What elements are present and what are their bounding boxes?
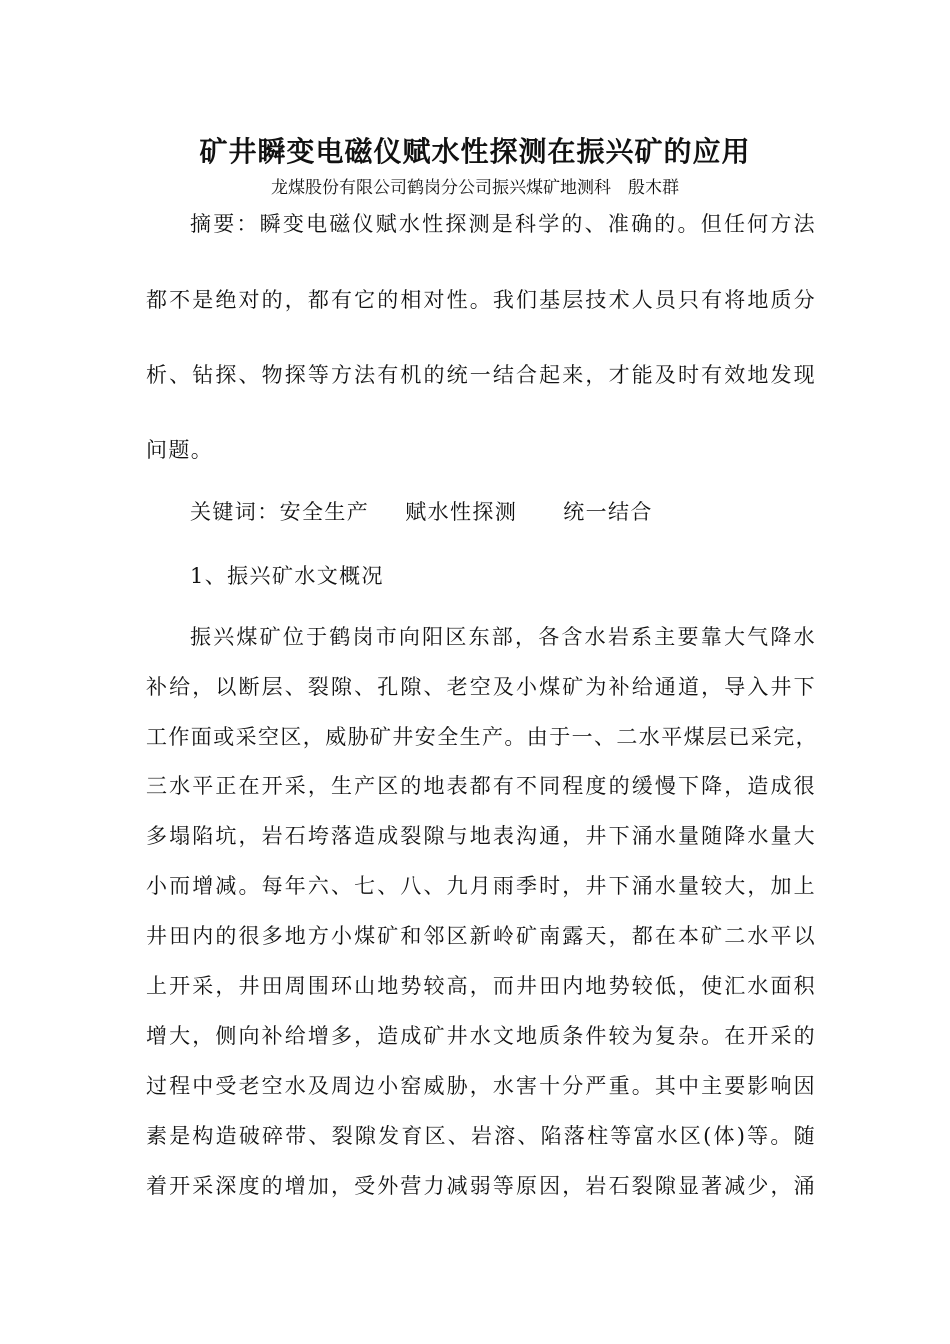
body-line: 上开采，井田周围环山地势较高，而井田内地势较低，使汇水面积 bbox=[146, 974, 816, 998]
body-line: 井田内的很多地方小煤矿和邻区新岭矿南露天，都在本矿二水平以 bbox=[146, 924, 816, 948]
body-line: 补给，以断层、裂隙、孔隙、老空及小煤矿为补给通道，导入井下 bbox=[146, 675, 816, 699]
body-line: 着开采深度的增加，受外营力减弱等原因，岩石裂隙显著减少，涌 bbox=[146, 1174, 816, 1198]
body-line: 振兴煤矿位于鹤岗市向阳区东部，各含水岩系主要靠大气降水 bbox=[190, 625, 816, 649]
keyword: 统一结合 bbox=[563, 500, 653, 524]
body-line: 三水平正在开采，生产区的地表都有不同程度的缓慢下降，造成很 bbox=[146, 774, 816, 798]
abstract-line: 摘要：瞬变电磁仪赋水性探测是科学的、准确的。但任何方法 bbox=[190, 212, 816, 236]
keywords-label: 关键词： bbox=[190, 500, 280, 524]
section-heading: 1、振兴矿水文概况 bbox=[190, 564, 384, 588]
body-line: 多塌陷坑，岩石垮落造成裂隙与地表沟通，井下涌水量随降水量大 bbox=[146, 824, 816, 848]
body-line: 小而增减。每年六、七、八、九月雨季时，井下涌水量较大，加上 bbox=[146, 874, 816, 898]
keyword: 赋水性探测 bbox=[405, 500, 518, 524]
body-line: 素是构造破碎带、裂隙发育区、岩溶、陷落柱等富水区(体)等。随 bbox=[146, 1124, 816, 1148]
body-line: 增大，侧向补给增多，造成矿井水文地质条件较为复杂。在开采的 bbox=[146, 1024, 816, 1048]
abstract-line: 都不是绝对的，都有它的相对性。我们基层技术人员只有将地质分 bbox=[146, 288, 816, 312]
body-line: 过程中受老空水及周边小窑威胁，水害十分严重。其中主要影响因 bbox=[146, 1074, 816, 1098]
keywords bbox=[190, 497, 816, 527]
abstract-line: 问题。 bbox=[146, 438, 214, 462]
body-line: 工作面或采空区，威胁矿井安全生产。由于一、二水平煤层已采完， bbox=[146, 725, 818, 749]
paper-title: 矿井瞬变电磁仪赋水性探测在振兴矿的应用 bbox=[199, 135, 751, 168]
abstract-line: 析、钻探、物探等方法有机的统一结合起来，才能及时有效地发现 bbox=[146, 363, 816, 387]
keyword: 安全生产 bbox=[279, 500, 370, 524]
author-affiliation: 龙煤股份有限公司鹤岗分公司振兴煤矿地测科 殷木群 bbox=[271, 178, 679, 198]
